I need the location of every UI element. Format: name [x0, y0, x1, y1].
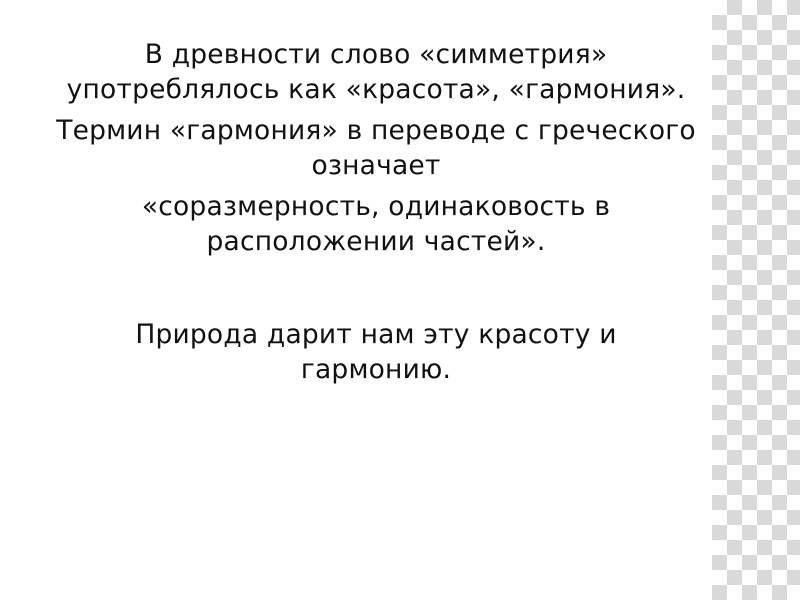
- checkered-band-decoration: [712, 0, 800, 600]
- paragraph-1: В древности слово «симметрия» употреблялось как «красота», «гармония».: [66, 39, 686, 105]
- slide-text-body: [56, 30, 696, 550]
- paragraph-2: Термин «гармония» в переводе с греческого означает: [56, 114, 696, 181]
- paragraph-4: Природа дарит нам эту красоту и гармонию.: [135, 318, 617, 385]
- paragraph-3: «соразмерность, одинаковость в расположении частей».: [141, 190, 611, 257]
